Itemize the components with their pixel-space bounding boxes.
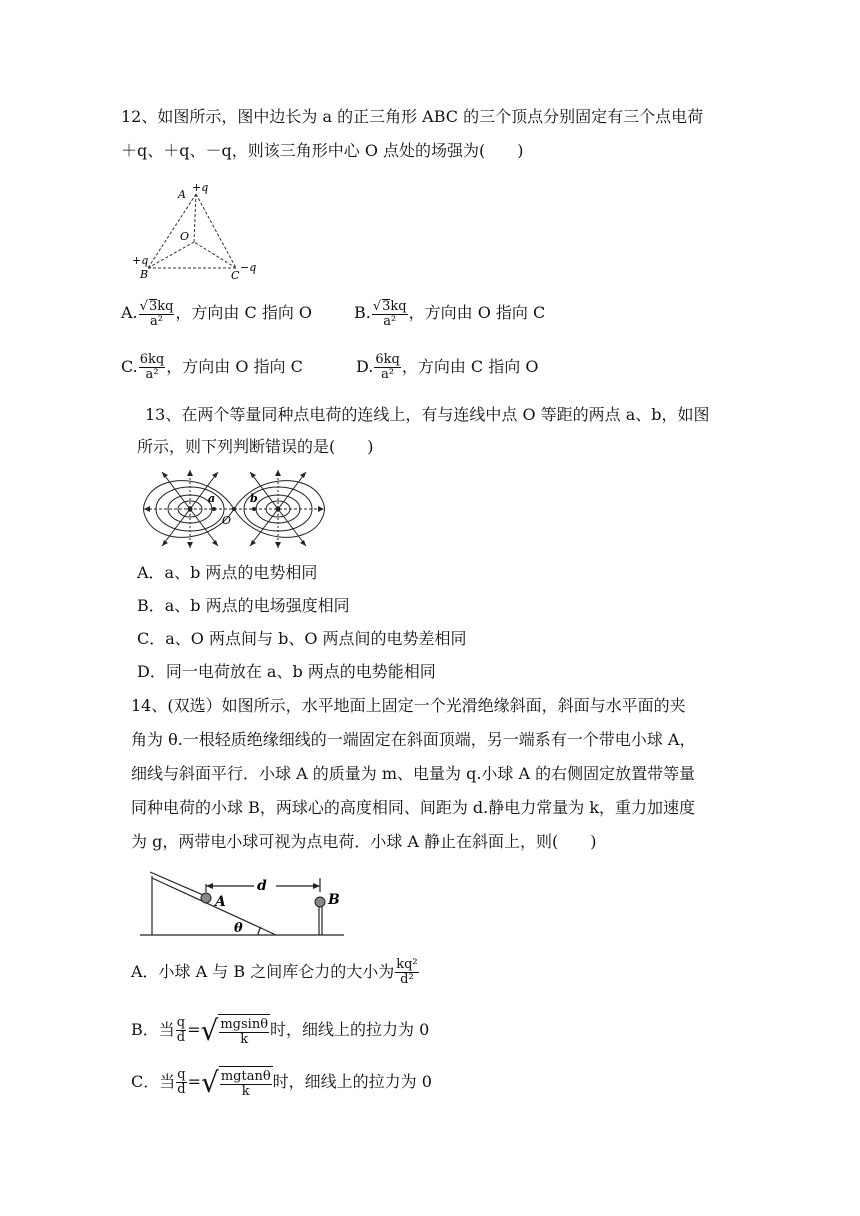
- option-b-fraction: $\frac{√3kq}{\text{a²}}$: [372, 298, 407, 329]
- option-c-fraction: $\frac{6kq}{\text{a²}}$: [139, 352, 165, 382]
- q14-stem-line5: 为 g，两带电小球可视为点电荷．小球 A 静止在斜面上，则( ): [131, 832, 597, 851]
- q12-stem-line2: ＋q、＋q、－q，则该三角形中心 O 点处的场强为( ): [121, 141, 524, 160]
- q13-option-a[interactable]: A．a、b 两点的电势相同: [137, 563, 318, 582]
- sqrt-expression: √ $\frac{mgsin\theta}{k}$: [200, 1013, 269, 1047]
- q12-option-d[interactable]: D. $\frac{6kq}{\text{a²}}$ ，方向由 C 指向 O: [356, 352, 539, 382]
- q13-option-b[interactable]: B．a、b 两点的电场强度相同: [137, 596, 350, 615]
- coulomb-force-fraction: $\frac{\text{kq²}}{\text{d²}}$: [396, 957, 418, 987]
- q13-stem-line1: 13、在两个等量同种点电荷的连线上，有与连线中点 O 等距的两点 a、b，如图: [145, 405, 710, 424]
- q14-option-b[interactable]: B．当 $\frac{q}{d}$ = √ $\frac{mgsin\theta}{k}$ 时，细线上的拉力为 0: [131, 1013, 430, 1047]
- q14-stem-line1: 14、(双选）如图所示，水平地面上固定一个光滑绝缘斜面，斜面与水平面的夹: [131, 696, 686, 715]
- charge-c-label: −q: [240, 261, 257, 274]
- q13-field-lines-figure: [134, 466, 334, 552]
- charge-b-label: +q: [132, 254, 149, 267]
- q14-stem-line2: 角为 θ.一根轻质绝缘细线的一端固定在斜面顶端，另一端系有一个带电小球 A，: [131, 730, 696, 749]
- ball-a-label: A: [215, 894, 226, 910]
- q12-stem-line1: 12、如图所示，图中边长为 a 的正三角形 ABC 的三个顶点分别固定有三个点电荷: [121, 107, 704, 126]
- q14-option-c[interactable]: C．当 $\frac{q}{d}$ = √ $\frac{mgtan\theta}{k}$ 时，细线上的拉力为 0: [131, 1065, 432, 1099]
- angle-theta-label: θ: [234, 921, 243, 936]
- q12-option-a[interactable]: A. $\frac{√3kq}{\text{a²}}$ ，方向由 C 指向 O: [121, 298, 313, 329]
- q-over-d-fraction: $\frac{q}{d}$: [177, 1067, 186, 1097]
- vertex-b-label: B: [140, 268, 149, 281]
- center-o-label: O: [180, 230, 190, 243]
- point-a-label: a: [208, 492, 216, 505]
- q13-stem-line2: 所示，则下列判断错误的是( ): [137, 437, 374, 456]
- sqrt-expression: √ $\frac{mgtan\theta}{k}$: [200, 1065, 271, 1099]
- q13-option-d[interactable]: D．同一电荷放在 a、b 两点的电势能相同: [137, 662, 436, 681]
- q14-stem-line4: 同种电荷的小球 B，两球心的高度相同、间距为 d.静电力常量为 k，重力加速度: [131, 798, 696, 817]
- q14-incline-figure: [140, 866, 346, 940]
- option-a-fraction: $\frac{√3kq}{\text{a²}}$: [139, 298, 174, 329]
- q14-option-a[interactable]: A．小球 A 与 B 之间库仑力的大小为 $\frac{\text{kq²}}{\text{d²}}$: [131, 957, 418, 987]
- point-b-label: b: [250, 492, 258, 505]
- q14-stem-line3: 细线与斜面平行．小球 A 的质量为 m、电量为 q.小球 A 的右侧固定放置带等量: [131, 764, 696, 783]
- option-d-fraction: $\frac{6kq}{\text{a²}}$: [375, 352, 400, 382]
- q12-triangle-figure: [128, 180, 268, 284]
- ball-b-label: B: [328, 892, 340, 908]
- distance-d-label: d: [257, 878, 267, 894]
- charge-a-label: +q: [192, 181, 209, 194]
- q12-option-b[interactable]: B. $\frac{√3kq}{\text{a²}}$ ，方向由 O 指向 C: [354, 298, 546, 329]
- q12-option-c[interactable]: C. $\frac{6kq}{\text{a²}}$ ，方向由 O 指向 C: [121, 352, 303, 382]
- q13-option-c[interactable]: C．a、O 两点间与 b、O 两点间的电势差相同: [137, 629, 467, 648]
- vertex-c-label: C: [231, 269, 240, 282]
- midpoint-o-label: O: [222, 514, 232, 527]
- q-over-d-fraction: $\frac{q}{d}$: [176, 1015, 186, 1045]
- vertex-a-label: A: [178, 188, 186, 201]
